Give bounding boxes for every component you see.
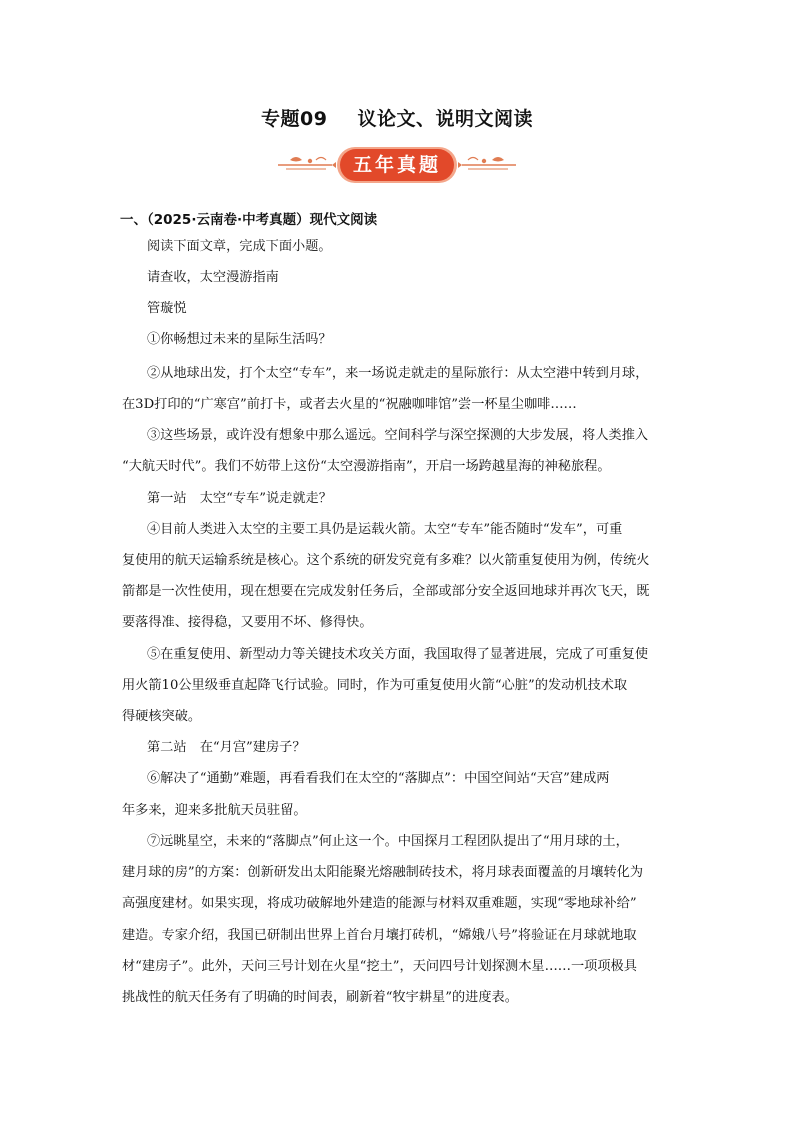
paragraph-line: 用火箭10公里级垂直起降飞行试验。同时，作为可重复使用火箭“心脏”的发动机技术取 (122, 678, 628, 693)
page-title (0, 104, 794, 131)
paragraph-line: 高强度建材。如果实现，将成功破解地外建造的能源与材料双重难题，实现“零地球补给” (122, 896, 637, 911)
question-heading: 一、（2025·云南卷·中考真题）现代文阅读 (120, 212, 378, 228)
title-topic-name: 议论文、说明文阅读 (357, 108, 533, 130)
paragraph-line: ④目前人类进入太空的主要工具仍是运载火箭。太空“专车”能否随时“发车”，可重 (147, 522, 623, 537)
section-banner (276, 146, 518, 184)
paragraph-line: ⑤在重复使用、新型动力等关键技术攻关方面，我国取得了显著进展，完成了可重复使 (147, 647, 649, 662)
instruction-text: 阅读下面文章，完成下面小题。 (147, 239, 332, 254)
paragraph-line: ②从地球出发，打个太空“专车”，来一场说走就走的星际旅行：从太空港中转到月球， (147, 366, 649, 381)
banner-label: 五年真题 (352, 154, 441, 176)
paragraph-line: 挑战性的航天任务有了明确的时间表，刷新着“牧宇耕星”的进度表。 (122, 990, 518, 1005)
paragraph-line: 得硬核突破。 (122, 709, 202, 724)
paragraph-line: 复使用的航天运输系统是核心。这个系统的研发究竟有多难？以火箭重复使用为例，传统火 (122, 553, 650, 568)
paragraph-line: 材“建房子”。此外，天问三号计划在火星“挖土”，天问四号计划探测木星……一项项极具 (122, 959, 637, 974)
paragraph-line: 建月球的房”的方案：创新研发出太阳能聚光熔融制砖技术，将月球表面覆盖的月壤转化为 (122, 865, 644, 880)
article-title: 请查收，太空漫游指南 (147, 270, 279, 285)
section-heading: 第二站 在“月宫”建房子？ (147, 740, 306, 755)
paragraph-line: ③这些场景，或许没有想象中那么遥远。空间科学与深空探测的大步发展，将人类推入 (147, 428, 649, 443)
paragraph-line: ⑦远眺星空，未来的“落脚点”何止这一个。中国探月工程团队提出了“用月球的土， (147, 834, 629, 849)
article-author: 管璇悦 (147, 301, 187, 316)
paragraph-line: 建造。专家介绍，我国已研制出世界上首台月壤打砖机，“嫦娥八号”将验证在月球就地取 (122, 928, 637, 943)
paragraph-line: 箭都是一次性使用，现在想要在完成发射任务后，全部或部分安全返回地球并再次飞天，既 (122, 584, 650, 599)
paragraph-line: 要落得准、接得稳，又要用不坏、修得快。 (122, 615, 373, 630)
paragraph-line: 在3D打印的“广寒宫”前打卡，或者去火星的“祝融咖啡馆”尝一杯星尘咖啡…… (122, 397, 577, 412)
section-heading: 第一站 太空“专车”说走就走？ (147, 491, 332, 506)
paragraph-line: “大航天时代”。我们不妨带上这份“太空漫游指南”，开启一场跨越星海的神秘旅程。 (122, 459, 611, 474)
paragraph-line: 年多来，迎来多批航天员驻留。 (122, 803, 307, 818)
paragraph-line: ①你畅想过未来的星际生活吗？ (147, 332, 332, 347)
title-topic-number: 专题09 (261, 108, 328, 130)
paragraph-line: ⑥解决了“通勤”难题，再看看我们在太空的“落脚点”：中国空间站“天宫”建成两 (147, 771, 610, 786)
